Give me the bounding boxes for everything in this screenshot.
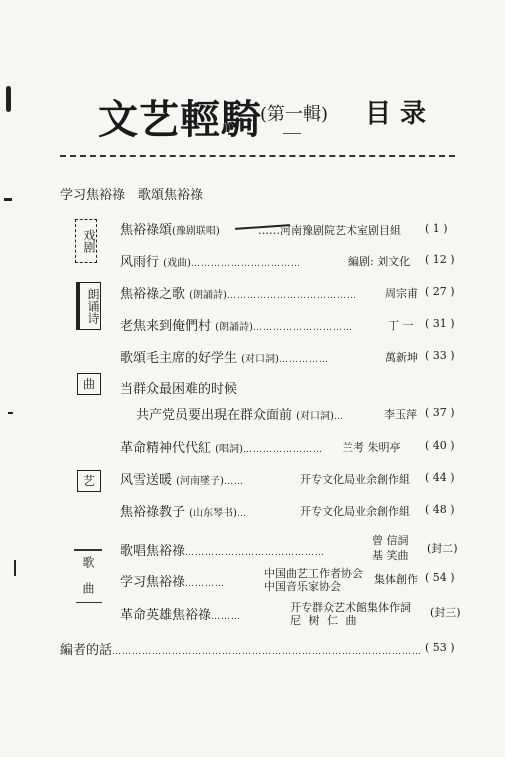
margin-mark (14, 560, 16, 576)
leader-dots: …………………………… (190, 259, 301, 269)
leader-dots: …………………………………… (185, 548, 326, 558)
title-underline (283, 133, 301, 134)
entry-genre: (朗誦詩) (215, 322, 253, 333)
section-heading: 学习焦裕祿 歌頌焦裕祿 (60, 188, 204, 203)
list-item (120, 283, 357, 302)
entry-genre: (戏曲) (163, 258, 191, 269)
entry-title: 当群众最困难的时候 (120, 382, 238, 397)
page-title: 文艺輕騎 (98, 97, 262, 143)
entry-page: (封二) (427, 542, 458, 555)
leader-dots: … (236, 509, 247, 519)
entry-title: 焦裕祿頌 (120, 223, 173, 238)
entry-title: 革命精神代代紅 (120, 441, 212, 456)
entry-genre: (山东琴书) (189, 508, 237, 519)
list-item (120, 315, 353, 334)
entry-page: ( 33 ) (425, 349, 455, 362)
entry-author: 丁 一 (388, 319, 414, 332)
list-item (120, 469, 244, 488)
entry-genre: (河南墜子) (176, 476, 224, 487)
list-item (120, 501, 247, 520)
list-item (120, 347, 329, 366)
entry-page: ( 40 ) (425, 439, 455, 452)
entry-page: ( 12 ) (425, 253, 455, 266)
entry-author: 萬新坤 (385, 351, 418, 364)
entry-page: ( 48 ) (425, 503, 455, 516)
entry-genre: (唱詞) (215, 444, 243, 455)
leader-dots: …………… (278, 355, 329, 365)
list-item (120, 219, 220, 238)
leader-dots: ………… (185, 579, 226, 589)
entry-title: 共产党员要出現在群众面前 (136, 408, 293, 423)
entry-page: ( 54 ) (425, 571, 455, 584)
list-item (120, 437, 323, 456)
margin-mark (8, 412, 13, 414)
editor-note-title: 編者的話 (60, 643, 113, 658)
list-item (120, 378, 237, 397)
entry-author-line2: 基 笑曲 (372, 549, 409, 562)
entry-title: 歌唱焦裕祿 (120, 544, 186, 559)
leader-dots: …………………… (242, 445, 323, 455)
entry-page: ( 27 ) (425, 285, 455, 298)
category-recitation: 朗诵诗 (76, 282, 101, 330)
leader-dots: ………………………… (252, 323, 353, 333)
editor-note (60, 639, 422, 658)
entry-title: 风雨行 (120, 255, 160, 270)
entry-title: 风雪送暖 (120, 473, 173, 488)
entry-title: 焦裕祿之歌 (120, 287, 186, 302)
margin-mark (6, 86, 11, 112)
entry-title: 焦裕祿教子 (120, 505, 186, 520)
category-quyi: 曲 (77, 373, 101, 395)
entry-author-line2: 中国音乐家协会 (264, 580, 341, 593)
leader-dots: …… (223, 477, 244, 487)
song-divider (76, 602, 102, 603)
entry-genre: (对口詞) (241, 354, 279, 365)
entry-title: 学习焦裕祿 (120, 575, 186, 590)
volume-note: (第一輯) (260, 104, 329, 125)
entry-genre: (豫剧联唱) (172, 226, 220, 237)
category-art: 艺 (77, 470, 101, 492)
entry-author: 兰考 朱明亭 (342, 441, 401, 454)
leader-dots: ………………………………………………………………………………… (112, 647, 423, 657)
entry-page: (封三) (430, 606, 461, 619)
song-divider (74, 549, 102, 551)
leader-dots: … (333, 412, 344, 422)
entry-author-line1: 中国曲艺工作者协会 (264, 567, 363, 580)
entry-author: 李玉萍 (384, 408, 417, 421)
entry-page: ( 37 ) (425, 406, 455, 419)
entry-genre: (朗誦詩) (189, 290, 227, 301)
entry-title: 歌頌毛主席的好学生 (120, 351, 238, 366)
entry-author-suffix: 集体創作 (374, 573, 418, 586)
category-song: 歌曲 (81, 556, 95, 608)
entry-page: ( 31 ) (425, 317, 455, 330)
margin-mark (4, 198, 12, 201)
entry-author-line2: 尼 树 仁 曲 (290, 614, 359, 627)
entry-author-line1: 开专群众艺术館集体作詞 (290, 601, 411, 614)
list-item (120, 604, 241, 623)
entry-author: ……河南豫剧院艺术室剧目組 (258, 224, 401, 237)
list-item (136, 404, 344, 423)
entry-title: 革命英雄焦裕祿 (120, 608, 212, 623)
category-drama: 戏剧 (75, 219, 97, 263)
header-divider (60, 155, 455, 157)
leader-dots: ………………………………… (226, 291, 357, 301)
list-item (120, 540, 325, 559)
toc-label: 目 录 (365, 99, 427, 129)
leader-dots: ……… (211, 612, 242, 622)
list-item (120, 571, 225, 590)
entry-page: ( 1 ) (425, 222, 448, 235)
entry-author-line1: 曾 信詞 (372, 534, 409, 547)
entry-author: 編剧: 刘文化 (348, 255, 411, 268)
list-item (120, 251, 301, 270)
editor-note-page: ( 53 ) (425, 641, 455, 654)
entry-author: 开专文化局业余創作組 (300, 505, 410, 518)
entry-author: 开专文化局业余創作組 (300, 473, 410, 486)
entry-title: 老焦来到俺們村 (120, 319, 212, 334)
entry-author: 周宗甫 (385, 287, 418, 300)
entry-genre: (对口詞) (296, 411, 334, 422)
entry-page: ( 44 ) (425, 471, 455, 484)
